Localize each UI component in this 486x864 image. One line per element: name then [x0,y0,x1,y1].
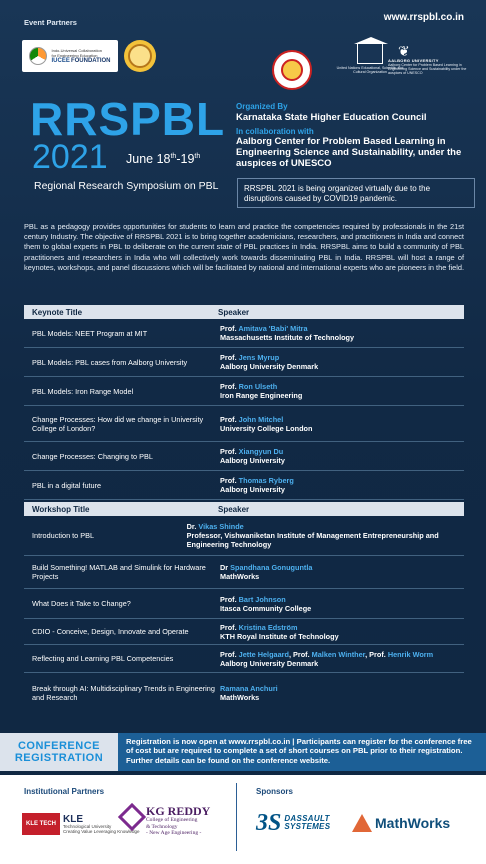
event-title: RRSPBL [30,93,226,145]
table-row: Break through AI: Multidisciplinary Trends in Engineering and Research Ramana Anchuri MathWorks [32,684,278,702]
institutional-partners-label: Institutional Partners [24,787,105,796]
partner-seal-icon [124,40,156,72]
keynote-table-header: Keynote Title Speaker [24,305,464,319]
table-row: Reflecting and Learning PBL Competencies Prof. Jette Helgaard, Prof. Malken Winther, Prof. Henrik Worm Aalborg University Denmark [24,645,464,673]
footer-divider [236,783,237,851]
mathworks-membrane-icon [352,814,372,832]
website-url[interactable]: www.rrspbl.co.in [383,12,464,23]
table-row: What Does it Take to Change? Prof. Bart Johnson Itasca Community College [24,589,464,619]
kle-logo: KLE TECH KLE Technological University Creating Value Leveraging Knowledge [22,813,139,835]
table-row: PBL in a digital future Prof. Thomas Ryberg Aalborg University [24,471,464,500]
table-row: Change Processes: How did we change in University College of London? Prof. John Mitchel University College London [24,406,464,442]
organizers: Organized By Karnataka State Higher Education Council In collaboration with Aalborg Center for Problem Based Learning in Engineering Science and Sustainability, under the auspices of UNESCO [236,102,462,169]
workshop-table [24,502,464,713]
registration-text: Registration is now open at www.rrspbl.co.in | Participants can register for the conference free of cost but are required to complete a set of short courses on PBL prior to their registration. Further details can be found on the conference website. [118,733,486,771]
aalborg-wave-icon: ❦ [398,43,410,59]
kg-reddy-logo: KG REDDY College of Engineering & Technology - New Age Engineering - [120,805,210,837]
keynote-table [24,305,464,500]
kg-reddy-diamond-icon [120,805,142,831]
intro-paragraph: PBL as a pedagogy provides opportunities for students to learn and practice the competencies required by professionals in the 21st century Industry. The objective of RRSPBL 2021 is to bring together academicians, researchers, and practitioners in India and connect them to global experts in PBL to deliberate on the current state of PBL practices in India. RRSPBL aims to build a community of PBL practitioners and researchers in India who will collectively work towards disseminating PBL in India. RRSPBL will host a range of keynotes, workshops, and panel discussions which will be facilitated by national and international experts who are pioneers in the field. [24,222,464,272]
kshec-seal-icon [272,50,312,90]
registration-band [0,733,486,771]
unesco-temple-icon [357,44,383,64]
registration-label: CONFERENCE REGISTRATION [0,733,118,771]
dassault-3ds-icon: 3S [256,810,282,836]
dassault-logo: 3S DASSAULT SYSTEMES [256,810,331,836]
event-partners-label: Event Partners [24,18,77,27]
table-row: PBL Models: NEET Program at MIT Prof. Amitava 'Babi' Mitra Massachusetts Institute of Technology [24,319,464,348]
table-row: Introduction to PBL Dr. Vikas Shinde Professor, Vishwaniketan Institute of Management Entrepreneurship and Engineering Technology [24,516,464,556]
aalborg-logo: ❦ AALBORG UNIVERSITY Aalborg Center for Problem Based Learning in Engineering Science and Sustainability under the auspices of UNESCO [388,44,474,86]
table-row: Change Processes: Changing to PBL Prof. Xiangyun Du Aalborg University [24,442,464,471]
table-row: Build Something! MATLAB and Simulink for Hardware Projects Dr Spandhana Gonuguntla MathWorks [24,556,464,589]
table-row: PBL Models: PBL cases from Aalborg University Prof. Jens Myrup Aalborg University Denmark [24,348,464,377]
footer [0,775,486,864]
workshop-table-header: Workshop Title Speaker [24,502,464,516]
event-subtitle: Regional Research Symposium on PBL [34,180,219,192]
event-dates: June 18th-19th [126,152,201,167]
india-flag-icon [29,47,47,65]
event-year: 2021 [32,138,108,176]
mathworks-logo: MathWorks [352,814,450,832]
table-row: PBL Models: Iron Range Model Prof. Ron Ulseth Iron Range Engineering [24,377,464,406]
registration-url-link[interactable]: www.rrspbl.co.in [228,737,291,746]
iucee-logo: Indo-Universal Collaboration for Engineering Education IUCEE FOUNDATION [22,40,118,72]
sponsors-label: Sponsors [256,787,293,796]
table-row: CDIO - Conceive, Design, Innovate and Operate Prof. Kristina Edström KTH Royal Institute of Technology [24,619,464,645]
unesco-logo: United Nations Educational, Scientific and Cultural Organization [335,44,405,86]
covid-note: RRSPBL 2021 is being organized virtually due to the disruptions caused by COVID19 pandemic. [237,178,475,208]
